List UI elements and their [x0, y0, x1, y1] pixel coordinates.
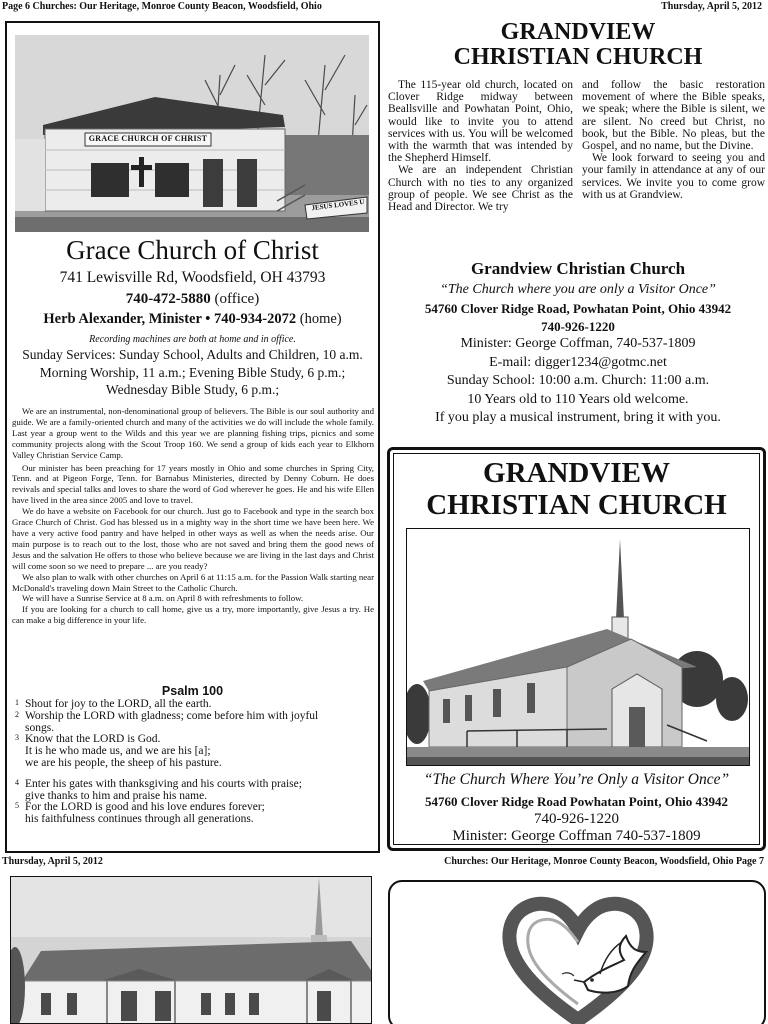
- grandview-info-line: If you play a musical instrument, bring it with you.: [435, 410, 721, 425]
- grace-photo-sign-text: GRACE CHURCH OF CHRIST: [88, 134, 208, 143]
- bottom-church-building-illustration: [11, 877, 372, 1024]
- verse-line: Shout for joy to the LORD, all the earth.: [25, 698, 212, 710]
- grace-service-line: Sunday Services: Sunday School, Adults and Children, 10 a.m.: [22, 347, 363, 362]
- grace-church-ad: [5, 21, 380, 853]
- psalm-verse: [13, 779, 373, 803]
- grandview-ad-frame: [387, 447, 766, 851]
- bottom-church-photo: [10, 876, 372, 1024]
- verse-line: Worship the LORD with gladness; come before him with joyful: [25, 709, 319, 722]
- grace-service-line: Morning Worship, 11 a.m.; Evening Bible Study, 6 p.m.;: [39, 364, 346, 380]
- grandview-ad-title-line: CHRISTIAN CHURCH: [426, 489, 727, 521]
- grandview-info-phone: 740-926-1220: [541, 319, 615, 334]
- grace-paragraph: We also plan to walk with other churches on April 6 at 11:15 a.m. for the Passion Walk starting near McDonald's traveling down Main Street to the Catholic Church.: [12, 571, 374, 593]
- verse-number: 2: [15, 709, 19, 719]
- page-header-right: Thursday, April 5, 2012: [661, 1, 762, 12]
- verse-line: For the LORD is good and his love endures forever;: [25, 801, 265, 814]
- grace-photo-banner-text: JESUS LOVES U: [311, 197, 365, 213]
- grace-services: [7, 346, 378, 399]
- grace-paragraph: We do have a website on Facebook for our church. Just go to Facebook and type in the search box Grace Church of Christ. God has blessed us in a mighty way in the short time we have been here. We have a very active food pantry and have helped in other ways as well as when the needs arise. Our main purpose is to reach out to the lost, those who are not saved and bring them the good news of Jesus and the salvation He offers to those who believe because we are living in the last days and Christ will come soon so we need to prepare ... are you ready?: [12, 506, 374, 571]
- psalm-verses: [13, 699, 373, 826]
- grandview-title-line: GRANDVIEW: [500, 19, 656, 45]
- grandview-article-col1: [388, 79, 573, 213]
- grace-church-address: 741 Lewisville Rd, Woodsfield, OH 43793: [59, 269, 326, 286]
- grace-paragraph: We are an instrumental, non-denominational group of believers. The Bible is our soul authority and guide. We are a family-oriented church and many of the activities we do will include the whole family. Last year a group went to the Wilds and this year we are planning fishing trips, picnics and some community projects along with the Scout Troop 160. We send a group of kids each year to Elkhorn Valley Christian Service Camp.: [12, 406, 374, 460]
- grandview-info-block: [388, 258, 768, 428]
- grandview-info-address: 54760 Clover Ridge Road, Powhatan Point, Ohio 43942: [424, 301, 732, 316]
- psalm-verse: [13, 734, 373, 769]
- grandview-info-name: Grandview Christian Church: [470, 259, 686, 278]
- grace-office-phone: 740-472-5880: [125, 291, 211, 307]
- grace-machines-note: Recording machines are both at home and in office.: [89, 334, 296, 345]
- verse-number: 1: [15, 698, 19, 707]
- verse-line: Enter his gates with thanksgiving and his courts with praise;: [25, 777, 302, 790]
- grace-minister: Herb Alexander, Minister • 740-934-2072: [43, 311, 297, 327]
- grace-office-line: [7, 290, 378, 309]
- grandview-ad-phone: 740-926-1220: [534, 811, 619, 827]
- heart-dove-logo-icon: [500, 890, 656, 1024]
- grandview-info-line: Sunday School: 10:00 a.m. Church: 11:00 a.m.: [446, 373, 710, 388]
- grandview-info-line: E-mail: digger1234@gotmc.net: [489, 354, 667, 370]
- bottom-right-ad-frame: [388, 880, 766, 1024]
- grandview-ad-title-line: GRANDVIEW: [483, 457, 670, 489]
- grandview-info-line: 10 Years old to 110 Years old welcome.: [467, 391, 689, 407]
- verse-number: 4: [15, 777, 19, 787]
- grace-office-label: (office): [214, 291, 260, 307]
- grandview-title-line: CHRISTIAN CHURCH: [453, 44, 703, 70]
- grandview-info-slogan: “The Church where you are only a Visitor Once”: [440, 282, 716, 297]
- grace-church-title: Grace Church of Christ: [66, 235, 319, 265]
- verse-line: Know that the LORD is God.: [25, 733, 161, 746]
- grandview-ad-minister: Minister: George Coffman 740-537-1809: [452, 828, 701, 844]
- psalm-verse: [13, 802, 373, 826]
- grandview-paragraph: We are an independent Christian Church with no ties to any organized group of people. We see Christ as the Head and Director. We try: [388, 164, 573, 214]
- grandview-church-photo: [406, 528, 750, 766]
- page7-header-right: Churches: Our Heritage, Monroe County Beacon, Woodsfield, Ohio Page 7: [444, 856, 764, 867]
- grace-body-text: [12, 406, 374, 626]
- grandview-info-line: Minister: George Coffman, 740-537-1809: [460, 336, 696, 351]
- grandview-article-col2: [582, 79, 765, 201]
- psalm-verse: [13, 711, 373, 735]
- grace-church-photo: [15, 35, 369, 232]
- verse-line: give thanks to him and praise his name.: [25, 789, 208, 802]
- verse-line: his faithfulness continues through all generations.: [25, 813, 254, 826]
- grandview-ad-slogan: “The Church Where You’re Only a Visitor Once”: [423, 771, 730, 788]
- grandview-paragraph: We look forward to seeing you and your family in attendance at any of our services. We invite you to come grow with us at Grandview.: [582, 152, 765, 201]
- verse-line: we are his people, the sheep of his pasture.: [25, 756, 222, 769]
- verse-number: 5: [15, 801, 19, 811]
- page-header-left: Page 6 Churches: Our Heritage, Monroe County Beacon, Woodsfield, Ohio: [2, 1, 322, 12]
- verse-line: songs.: [25, 721, 55, 734]
- grace-paragraph: We will have a Sunrise Service at 8 a.m. on April 8 with refreshments to follow.: [22, 593, 304, 604]
- grace-home-label: (home): [299, 311, 342, 327]
- verse-number: 3: [15, 733, 19, 743]
- verse-line: It is he who made us, and we are his [a];: [25, 745, 211, 758]
- grandview-paragraph: and follow the basic restoration movement of where the Bible speaks, we speak; where the Bible is silent, we are silent. No creed but Christ, no book, but the Bible. No pleas, but the Gospel, and no name, but the Divine.: [582, 79, 765, 153]
- grandview-article-title: [388, 20, 768, 70]
- grace-service-line: Wednesday Bible Study, 6 p.m.;: [105, 382, 280, 397]
- grace-paragraph: If you are looking for a church to call home, give us a try, more importantly, give Jesus a try. He can make a big difference in your life.: [12, 604, 374, 626]
- grace-paragraph: Our minister has been preaching for 17 years mostly in Ohio and some churches in Spring City, Tenn. and at Pigeon Forge, Tenn. for Barnabus Ministeries, directed by Denny Coburn. He does revivals and special talks and loves to share the word of God wherever he goes. He and his wife Ellen have lived in the area since 2005 and love to travel.: [12, 462, 374, 506]
- page7-header-left: Thursday, April 5, 2012: [2, 856, 103, 867]
- grandview-paragraph: The 115-year old church, located on Clover Ridge midway between Beallsville and Powhatan Point, Ohio, would like to invite you to attend services with us. You will be welcomed with the warmth that was intended by the Shepherd Himself.: [388, 79, 573, 165]
- grace-minister-line: [7, 310, 378, 329]
- grandview-ad-address: 54760 Clover Ridge Road Powhatan Point, Ohio 43942: [424, 794, 729, 809]
- grandview-ad-title: [390, 457, 763, 521]
- psalm-title: Psalm 100: [161, 684, 224, 698]
- grandview-church-building-illustration: [407, 529, 750, 766]
